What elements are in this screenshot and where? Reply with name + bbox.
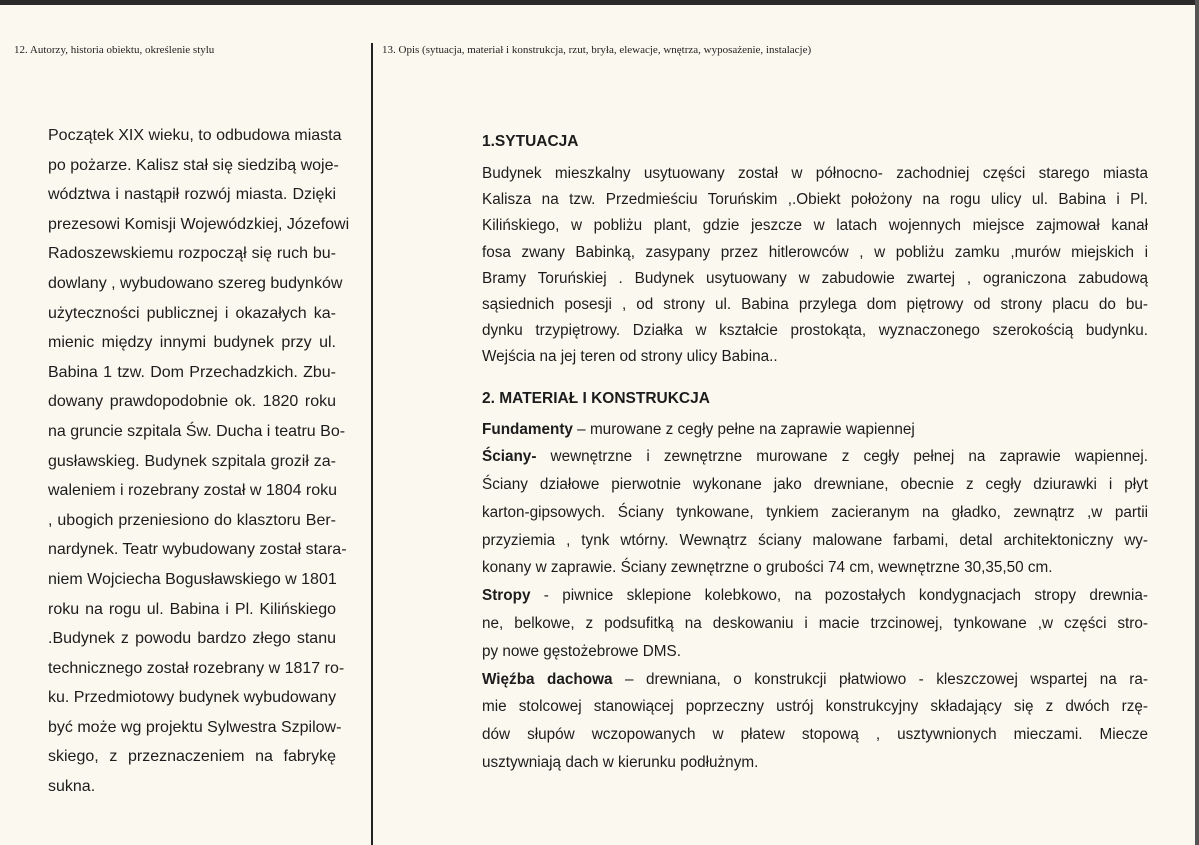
text-line [482, 582, 1148, 610]
text-line: ku. Przedmiotowy budynek wybudowany [48, 689, 337, 707]
history-column [48, 121, 350, 802]
text-line: .Budynek z powodu bardzo złego stanu [48, 630, 336, 648]
text-line [482, 554, 1148, 582]
text-line [482, 499, 1148, 527]
line-text: py nowe gęstożebrowe DMS. [482, 642, 681, 660]
text-line: sąsiednich posesji , od strony ul. Babina przylega dom piętrowy od strony placu do bu- [482, 295, 1148, 313]
text-line: roku na rogu ul. Babina i Pl. Kilińskiego [48, 600, 336, 618]
line-text: Ściany działowe pierwotnie wykonane jako drewniane, obecnie z cegły dziurawki i płyt [482, 476, 1148, 494]
line-text: wewnętrzne i zewnętrzne murowane z cegły pełnej na zaprawie wapiennej. [536, 448, 1148, 466]
line-text: – drewniana, o konstrukcji płatwiowo - kleszczowej wspartej na ra- [612, 670, 1148, 688]
text-line: Wejścia na jej teren od strony ulicy Babina.. [482, 348, 778, 366]
text-line: po pożarze. Kalisz stał się siedzibą woje- [48, 156, 339, 174]
text-line: gusławskieg. Budynek szpitala groził za- [48, 452, 336, 470]
line-text: ne, belkowe, z podsufitką na deskowaniu i macie trzcinowej, tynkowane ,w części stro- [482, 615, 1148, 633]
text-line [482, 749, 1148, 777]
scan-top-edge [0, 0, 1199, 5]
text-line: niem Wojciecha Bogusławskiego w 1801 [48, 570, 337, 588]
line-text: usztywniają dach w kierunku podłużnym. [482, 754, 759, 772]
text-line: Bramy Toruńskiej . Budynek usytuowany w zabudowie zwartej , ograniczona zabudową [482, 269, 1148, 287]
material-text [482, 416, 1148, 777]
text-line [482, 471, 1148, 499]
text-line: Budynek mieszkalny usytuowany został w północno- zachodniej części starego miasta [482, 165, 1148, 182]
text-line [482, 666, 1148, 694]
text-line: na gruncie szpitala Św. Ducha i teatru Bo- [48, 422, 346, 440]
text-line: nardynek. Teatr wybudowany został stara- [48, 541, 347, 559]
term-label: Ściany- [482, 448, 537, 466]
section-13-header: 13. Opis (sytuacja, materiał i konstrukcja, rzut, bryła, elewacje, wnętrza, wyposażenie, instalacje) [382, 44, 812, 56]
line-text: dów słupów wczopowanych w płatew stopową , usztywnionych mieczami. Miecze [482, 726, 1148, 744]
term-label: Fundamenty [482, 420, 573, 438]
line-text: – murowane z cegły pełne na zaprawie wapiennej [572, 420, 915, 438]
text-line: skiego, z przeznaczeniem na fabrykę [48, 748, 336, 766]
section-heading-situation: 1.SYTUACJA [482, 133, 579, 150]
text-line: Radoszewskiemu rozpoczął się ruch bu- [48, 245, 336, 263]
text-line [482, 527, 1148, 555]
text-line [482, 610, 1148, 638]
text-line: dowany prawdopodobnie ok. 1820 roku [48, 393, 336, 411]
text-line: mienic między innymi budynek przy ul. [48, 334, 336, 352]
line-text: karton-gipsowych. Ściany tynkowane, tynkiem zacieranym na gładko, zewnątrz ,w partii [482, 503, 1148, 521]
description-column [482, 130, 1148, 777]
situation-text [482, 161, 1148, 371]
text-line [482, 693, 1148, 721]
text-line: prezesowi Komisji Wojewódzkiej, Józefowi [48, 215, 350, 233]
text-line: dowlany , wybudowano szereg budynków [48, 274, 343, 292]
text-line: fosa zwany Babinką, zasypany przez hitlerowców , w pobliżu zamku ,murów miejskich i [482, 243, 1148, 261]
text-line [482, 721, 1148, 749]
scan-right-edge [1195, 0, 1199, 845]
text-line [482, 443, 1148, 471]
section-12-header: 12. Autorzy, historia obiektu, określenie stylu [14, 44, 215, 56]
text-line: być może wg projektu Sylwestra Szpilow- [48, 718, 342, 736]
text-line: Kalisza na tzw. Przedmieściu Toruńskim ,.Obiekt położony na rogu ulicy ul. Babina i Pl. [482, 191, 1148, 209]
text-line: wództwa i nastąpił rozwój miasta. Dzięki [48, 186, 336, 204]
text-line: technicznego został rozebrany w 1817 ro- [48, 659, 345, 677]
text-line: Kilińskiego, w pobliżu plant, gdzie jeszcze w latach wojennych miejsce zajmował kanał [482, 217, 1148, 235]
line-text: mie stolcowej stanowiącej poprzeczny ustrój konstrukcyjny składający się z dwóch rzę- [482, 698, 1148, 716]
text-line: waleniem i rozebrany został w 1804 roku [48, 482, 338, 500]
text-line: sukna. [48, 778, 96, 796]
line-text: konany w zaprawie. Ściany zewnętrzne o grubości 74 cm, wewnętrzne 30,35,50 cm. [482, 559, 1053, 577]
text-line: Babina 1 tzw. Dom Przechadzkich. Zbu- [48, 363, 336, 381]
text-line: dynku trzypiętrowy. Działka w kształcie prostokąta, wyznaczonego szerokością budynku. [482, 322, 1148, 340]
text-line: użyteczności publicznej i okazałych ka- [48, 304, 336, 322]
text-line [482, 638, 1148, 666]
text-line [482, 416, 1148, 444]
term-label: Więźba dachowa [482, 670, 613, 688]
line-text: przyziemia , tynk wtórny. Wewnątrz ściany malowane farbami, detal architektoniczny wy- [482, 531, 1148, 549]
text-line: Początek XIX wieku, to odbudowa miasta [48, 127, 342, 144]
section-heading-material: 2. MATERIAŁ I KONSTRUKCJA [482, 389, 710, 407]
text-line: , ubogich przeniesiono do klasztoru Ber- [48, 511, 336, 529]
column-divider [371, 43, 373, 845]
line-text: - piwnice sklepione kolebkowo, na pozostałych kondygnacjach stropy drewnia- [530, 587, 1148, 605]
term-label: Stropy [482, 587, 531, 605]
